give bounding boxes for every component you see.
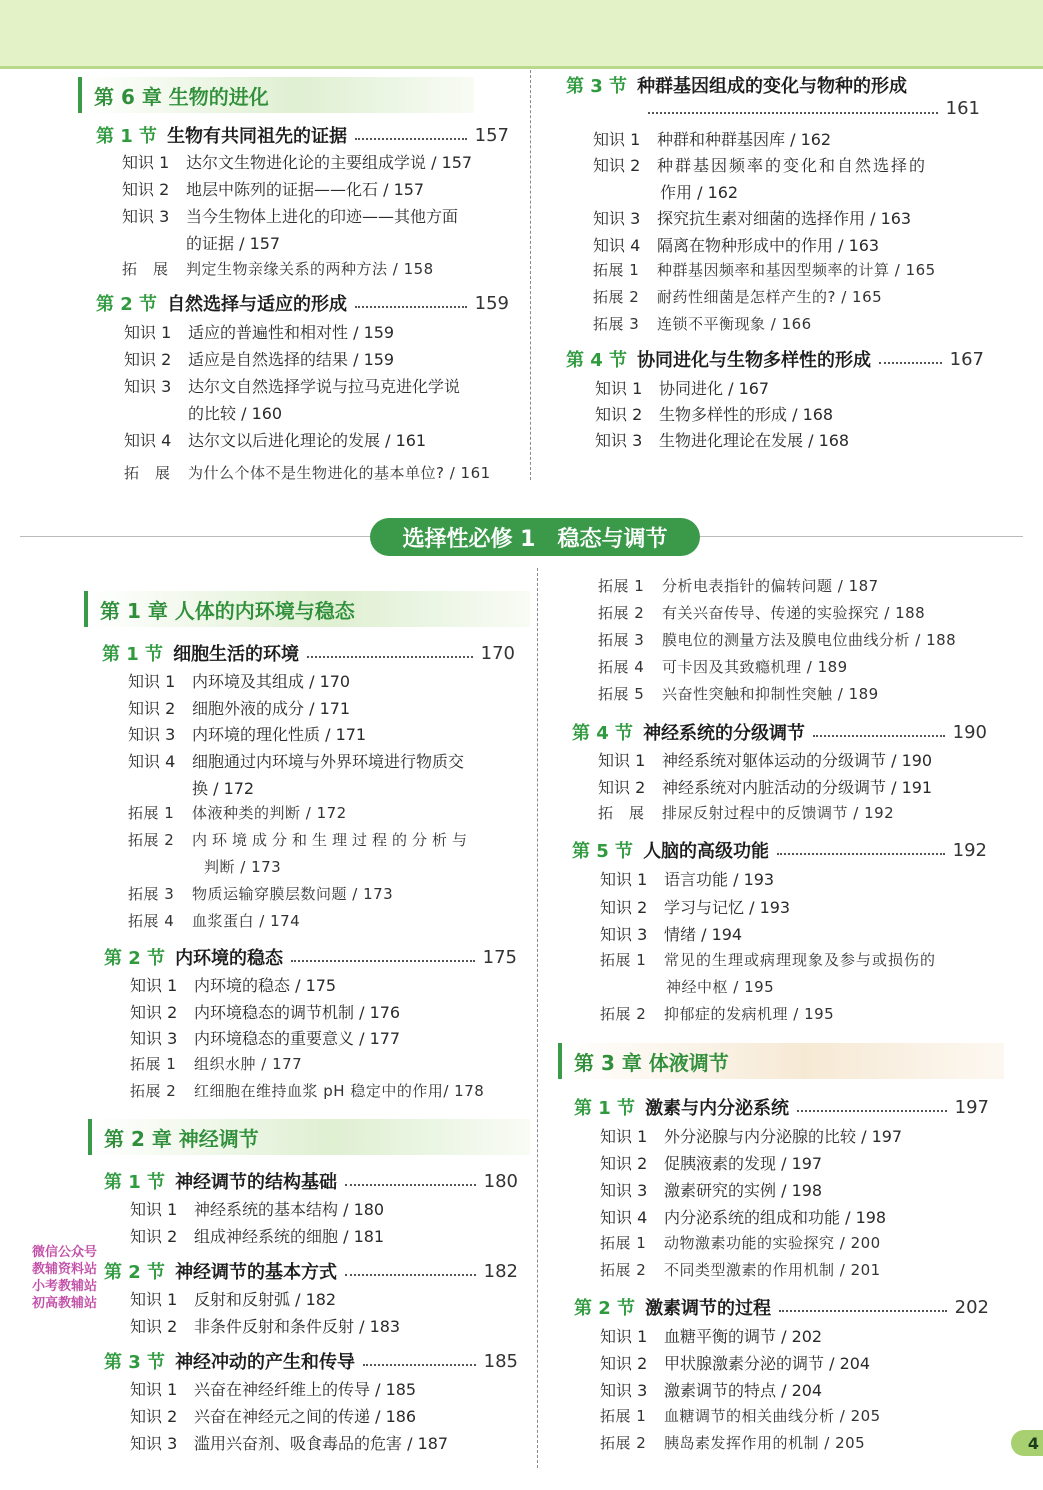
item-key: 拓展 1 <box>600 951 647 969</box>
item-key: 拓展 3 <box>128 885 175 903</box>
leader-dots <box>307 656 473 658</box>
item-text: 耐药性细菌是怎样产生的? / 165 <box>657 288 883 306</box>
item-text: 有关兴奋传导、传递的实验探究 / 188 <box>662 604 926 622</box>
volume-banner: 选择性必修 1 稳态与调节 <box>370 518 700 556</box>
item-key: 拓展 2 <box>128 831 175 849</box>
section-title: 自然选择与适应的形成 <box>167 294 348 315</box>
leader-dots <box>355 138 467 140</box>
item-key: 拓展 2 <box>600 1261 647 1279</box>
item-key: 知识 3 <box>128 725 176 744</box>
item-text: 学习与记忆 / 193 <box>664 898 791 917</box>
item-key: 拓展 3 <box>593 315 640 333</box>
item-text: 可卡因及其致瘾机理 / 189 <box>662 658 848 676</box>
section-number: 第 2 节 <box>104 1262 166 1283</box>
section-title: 人脑的高级功能 <box>643 841 770 862</box>
section-page: 190 <box>952 721 987 743</box>
section-page: 161 <box>945 98 980 119</box>
toc-item[interactable] <box>130 1026 400 1049</box>
toc-item[interactable] <box>600 895 790 918</box>
item-text: 物质运输穿膜层数问题 / 173 <box>192 885 394 903</box>
leader-dots <box>779 1310 947 1312</box>
item-text: 探究抗生素对细菌的选择作用 / 163 <box>657 209 912 228</box>
toc-item[interactable] <box>124 428 426 451</box>
section-page: 192 <box>952 839 987 861</box>
item-key: 知识 2 <box>130 1317 178 1336</box>
section-title: 内环境的稳态 <box>175 948 284 969</box>
toc-item[interactable] <box>128 749 464 772</box>
toc-extension[interactable] <box>128 802 347 823</box>
section-number: 第 3 节 <box>104 1352 166 1373</box>
item-text: 为什么个体不是生物进化的基本单位? / 161 <box>188 464 491 482</box>
item-text: 组织水肿 / 177 <box>194 1055 303 1073</box>
item-text: 地层中陈列的证据——化石 / 157 <box>186 180 425 199</box>
section-heading[interactable] <box>574 1094 989 1120</box>
toc-item-continuation <box>660 180 738 203</box>
item-key: 拓展 2 <box>600 1434 647 1452</box>
item-key: 知识 2 <box>128 699 176 718</box>
section-page: 185 <box>483 1350 518 1372</box>
item-key: 拓展 2 <box>130 1082 177 1100</box>
item-text: 种群和种群基因库 / 162 <box>657 130 832 149</box>
item-text: 适应的普遍性和相对性 / 159 <box>188 323 395 342</box>
section-heading-leader <box>640 98 980 119</box>
item-text: 甲状腺激素分泌的调节 / 204 <box>664 1354 871 1373</box>
toc-item[interactable] <box>122 204 458 227</box>
item-text: 神经系统对内脏活动的分级调节 / 191 <box>662 778 933 797</box>
item-text: 组成神经系统的细胞 / 181 <box>194 1227 385 1246</box>
item-key: 知识 2 <box>124 350 172 369</box>
item-text-2: 的比较 / 160 <box>188 404 283 423</box>
toc-item[interactable] <box>600 1151 822 1174</box>
item-text: 内环境的稳态 / 175 <box>194 976 337 995</box>
item-text-2: 神经中枢 / 195 <box>666 978 775 996</box>
chapter-3-heading: 第 3 章 体液调节 <box>558 1043 1004 1079</box>
section-title: 协同进化与生物多样性的形成 <box>637 350 872 371</box>
toc-extension[interactable] <box>598 575 879 596</box>
toc-item[interactable] <box>130 1404 416 1427</box>
toc-item[interactable] <box>128 696 350 719</box>
section-heading[interactable] <box>104 944 517 970</box>
item-key: 知识 3 <box>600 1181 648 1200</box>
item-text-2: 的证据 / 157 <box>186 234 281 253</box>
item-text: 外分泌腺与内分泌腺的比较 / 197 <box>664 1127 903 1146</box>
item-text: 达尔文生物进化论的主要组成学说 / 157 <box>186 153 473 172</box>
toc-extension[interactable] <box>598 802 894 823</box>
section-heading[interactable] <box>96 122 509 148</box>
toc-extension[interactable] <box>128 829 472 850</box>
top-banner-strip <box>0 0 1043 69</box>
section-title: 细胞生活的环境 <box>173 644 300 665</box>
watermark-line: 教辅资料站 <box>32 1262 98 1277</box>
section-heading[interactable] <box>566 346 984 372</box>
section-page: 182 <box>483 1260 518 1282</box>
toc-item[interactable] <box>128 722 366 745</box>
item-key: 知识 3 <box>122 207 170 226</box>
item-key: 知识 4 <box>124 431 172 450</box>
chapter-6-heading: 第 6 章 生物的进化 <box>78 77 474 113</box>
item-text: 兴奋在神经元之间的传递 / 186 <box>194 1407 417 1426</box>
item-key: 知识 3 <box>595 431 643 450</box>
section-heading[interactable] <box>102 640 515 666</box>
item-text: 适应是自然选择的结果 / 159 <box>188 350 395 369</box>
toc-item[interactable] <box>130 1377 416 1400</box>
section-number: 第 5 节 <box>572 841 634 862</box>
item-key: 拓展 1 <box>598 577 645 595</box>
toc-item-continuation <box>204 856 281 877</box>
item-text: 达尔文自然选择学说与拉马克进化学说 <box>188 377 461 396</box>
toc-extension[interactable] <box>600 1259 881 1280</box>
item-key: 知识 1 <box>128 672 176 691</box>
leader-dots <box>777 853 945 855</box>
leader-dots <box>345 1274 476 1276</box>
toc-item[interactable] <box>122 150 472 173</box>
toc-item[interactable] <box>130 1431 448 1454</box>
item-text: 内分泌系统的组成和功能 / 198 <box>664 1208 887 1227</box>
toc-item[interactable] <box>600 1351 870 1374</box>
item-text: 种群基因频率的变化和自然选择的 <box>657 156 928 175</box>
item-key: 知识 2 <box>600 1154 648 1173</box>
chapter-1-heading: 第 1 章 人体的内环境与稳态 <box>84 591 530 627</box>
toc-item[interactable] <box>598 775 932 798</box>
toc-item[interactable] <box>600 922 742 945</box>
item-text: 红细胞在维持血浆 pH 稳定中的作用/ 178 <box>194 1082 485 1100</box>
toc-extension[interactable] <box>130 1053 302 1074</box>
section-number: 第 2 节 <box>104 948 166 969</box>
toc-item-continuation <box>666 976 774 997</box>
item-key: 知识 1 <box>130 1200 178 1219</box>
toc-item[interactable] <box>124 374 460 397</box>
section-title: 神经冲动的产生和传导 <box>175 1352 356 1373</box>
toc-item[interactable] <box>124 320 394 343</box>
toc-item[interactable] <box>593 127 831 150</box>
section-number: 第 2 节 <box>574 1298 636 1319</box>
toc-item[interactable] <box>600 1324 822 1347</box>
section-page: 157 <box>474 124 509 146</box>
watermark-line: 初高教辅站 <box>32 1296 98 1311</box>
toc-extension[interactable] <box>593 259 936 280</box>
item-text: 反射和反射弧 / 182 <box>194 1290 337 1309</box>
leader-dots <box>879 362 942 364</box>
item-key: 知识 1 <box>600 1127 648 1146</box>
item-text: 膜电位的测量方法及膜电位曲线分析 / 188 <box>662 631 957 649</box>
item-text: 内环境成分和生理过程的分析与 <box>192 831 473 849</box>
chapter-2-heading: 第 2 章 神经调节 <box>88 1119 530 1155</box>
item-text: 隔离在物种形成中的作用 / 163 <box>657 236 880 255</box>
section-page: 167 <box>949 348 984 370</box>
section-number: 第 1 节 <box>96 126 158 147</box>
toc-item-continuation <box>186 231 280 254</box>
item-text-2: 判断 / 173 <box>204 858 282 876</box>
item-text: 分析电表指针的偏转问题 / 187 <box>662 577 879 595</box>
toc-item[interactable] <box>600 1124 902 1147</box>
item-key: 知识 1 <box>593 130 641 149</box>
item-text-2: 作用 / 162 <box>660 183 739 202</box>
section-title: 生物有共同祖先的证据 <box>167 126 348 147</box>
column-divider-top <box>530 70 531 480</box>
section-heading[interactable] <box>96 290 509 316</box>
item-text: 细胞外液的成分 / 171 <box>192 699 351 718</box>
item-text: 动物激素功能的实验探究 / 200 <box>664 1234 881 1252</box>
item-key: 拓展 2 <box>600 1005 647 1023</box>
item-key: 知识 3 <box>124 377 172 396</box>
item-key: 拓展 4 <box>598 658 645 676</box>
item-text: 血糖平衡的调节 / 202 <box>664 1327 823 1346</box>
toc-item[interactable] <box>600 1378 822 1401</box>
section-page: 202 <box>954 1296 989 1318</box>
toc-item[interactable] <box>130 1314 400 1337</box>
item-text: 连锁不平衡现象 / 166 <box>657 315 812 333</box>
item-key: 知识 2 <box>130 1003 178 1022</box>
section-page: 180 <box>483 1170 518 1192</box>
toc-item[interactable] <box>593 153 927 176</box>
item-key: 拓 展 <box>598 804 645 822</box>
watermark-text <box>32 1244 118 1312</box>
section-heading[interactable] <box>574 1294 989 1320</box>
section-title: 种群基因组成的变化与物种的形成 <box>637 76 908 97</box>
item-text: 滥用兴奋剂、吸食毒品的危害 / 187 <box>194 1434 449 1453</box>
toc-extension[interactable] <box>598 683 879 704</box>
toc-extension[interactable] <box>600 1232 881 1253</box>
toc-extension[interactable] <box>124 462 491 483</box>
item-text: 兴奋在神经纤维上的传导 / 185 <box>194 1380 417 1399</box>
toc-item[interactable] <box>130 973 336 996</box>
item-key: 拓展 1 <box>128 804 175 822</box>
section-number: 第 4 节 <box>566 350 628 371</box>
toc-extension[interactable] <box>600 1405 881 1426</box>
toc-extension[interactable] <box>128 910 300 931</box>
item-text: 内环境及其组成 / 170 <box>192 672 351 691</box>
section-heading[interactable] <box>104 1348 518 1374</box>
toc-item-continuation <box>192 776 254 799</box>
item-key: 知识 2 <box>598 778 646 797</box>
item-key: 知识 4 <box>128 752 176 771</box>
item-text: 排尿反射过程中的反馈调节 / 192 <box>662 804 895 822</box>
item-key: 知识 2 <box>600 1354 648 1373</box>
item-key: 知识 3 <box>600 925 648 944</box>
item-key: 拓展 1 <box>600 1407 647 1425</box>
item-text: 判定生物亲缘关系的两种方法 / 158 <box>186 260 434 278</box>
item-text: 内环境稳态的调节机制 / 176 <box>194 1003 401 1022</box>
toc-extension[interactable] <box>600 1003 834 1024</box>
item-text: 血糖调节的相关曲线分析 / 205 <box>664 1407 881 1425</box>
toc-extension[interactable] <box>122 258 434 279</box>
toc-extension[interactable] <box>600 1432 865 1453</box>
item-text: 生物多样性的形成 / 168 <box>659 405 834 424</box>
item-text: 达尔文以后进化理论的发展 / 161 <box>188 431 427 450</box>
toc-item[interactable] <box>600 1178 822 1201</box>
watermark-line: 小考教辅站 <box>32 1279 98 1294</box>
leader-dots <box>363 1364 476 1366</box>
item-key: 知识 4 <box>600 1208 648 1227</box>
toc-item[interactable] <box>595 376 769 399</box>
item-text: 体液种类的判断 / 172 <box>192 804 347 822</box>
item-key: 拓展 1 <box>593 261 640 279</box>
item-text: 兴奋性突触和抑制性突触 / 189 <box>662 685 879 703</box>
item-text: 细胞通过内环境与外界环境进行物质交 <box>192 752 465 771</box>
item-key: 知识 2 <box>593 156 641 175</box>
item-text: 内环境的理化性质 / 171 <box>192 725 367 744</box>
toc-extension[interactable] <box>598 629 956 650</box>
toc-extension[interactable] <box>128 883 393 904</box>
leader-dots <box>813 735 945 737</box>
leader-dots <box>345 1184 476 1186</box>
toc-item[interactable] <box>593 206 911 229</box>
toc-item[interactable] <box>130 1287 336 1310</box>
item-key: 知识 3 <box>130 1434 178 1453</box>
section-heading[interactable] <box>566 72 907 98</box>
toc-item[interactable] <box>124 347 394 370</box>
toc-item[interactable] <box>600 867 774 890</box>
section-page: 175 <box>482 946 517 968</box>
section-page: 197 <box>954 1096 989 1118</box>
section-heading[interactable] <box>104 1168 518 1194</box>
item-key: 拓展 2 <box>593 288 640 306</box>
item-key: 知识 3 <box>593 209 641 228</box>
page-number-tab: 4 <box>1011 1430 1043 1456</box>
toc-item[interactable] <box>130 1000 400 1023</box>
toc-item[interactable] <box>598 748 932 771</box>
item-key: 拓 展 <box>122 260 169 278</box>
item-key: 知识 1 <box>600 1327 648 1346</box>
column-divider-bottom <box>537 568 538 1468</box>
section-title: 神经调节的结构基础 <box>175 1172 338 1193</box>
item-text: 抑郁症的发病机理 / 195 <box>664 1005 835 1023</box>
section-heading[interactable] <box>572 719 987 745</box>
item-key: 知识 1 <box>122 153 170 172</box>
toc-extension[interactable] <box>598 656 848 677</box>
section-number: 第 2 节 <box>96 294 158 315</box>
toc-item-continuation <box>188 401 282 424</box>
toc-extension[interactable] <box>600 949 936 970</box>
section-heading[interactable] <box>104 1258 518 1284</box>
item-text: 胰岛素发挥作用的机制 / 205 <box>664 1434 866 1452</box>
item-key: 知识 2 <box>130 1407 178 1426</box>
item-key: 拓展 4 <box>128 912 175 930</box>
item-text: 协同进化 / 167 <box>659 379 770 398</box>
item-text: 常见的生理或病理现象及参与或损伤的 <box>664 951 937 969</box>
section-page: 159 <box>474 292 509 314</box>
item-key: 知识 1 <box>130 976 178 995</box>
item-key: 知识 1 <box>600 870 648 889</box>
item-text: 激素研究的实例 / 198 <box>664 1181 823 1200</box>
item-text: 种群基因频率和基因型频率的计算 / 165 <box>657 261 936 279</box>
item-text: 神经系统的基本结构 / 180 <box>194 1200 385 1219</box>
item-key: 知识 2 <box>122 180 170 199</box>
toc-item[interactable] <box>595 428 849 451</box>
toc-extension[interactable] <box>130 1080 484 1101</box>
section-number: 第 1 节 <box>102 644 164 665</box>
section-number: 第 4 节 <box>572 723 634 744</box>
item-key: 知识 2 <box>595 405 643 424</box>
item-text: 促胰液素的发现 / 197 <box>664 1154 823 1173</box>
item-key: 知识 3 <box>130 1029 178 1048</box>
section-number: 第 1 节 <box>574 1098 636 1119</box>
section-number: 第 1 节 <box>104 1172 166 1193</box>
item-text: 神经系统对躯体运动的分级调节 / 190 <box>662 751 933 770</box>
toc-item[interactable] <box>122 177 424 200</box>
section-number: 第 3 节 <box>566 76 628 97</box>
item-text: 激素调节的特点 / 204 <box>664 1381 823 1400</box>
toc-extension[interactable] <box>593 313 812 334</box>
item-key: 拓展 5 <box>598 685 645 703</box>
item-text: 血浆蛋白 / 174 <box>192 912 301 930</box>
item-text: 语言功能 / 193 <box>664 870 775 889</box>
item-text: 非条件反射和条件反射 / 183 <box>194 1317 401 1336</box>
item-key: 拓展 2 <box>598 604 645 622</box>
toc-extension[interactable] <box>598 602 925 623</box>
toc-item[interactable] <box>128 669 350 692</box>
item-text: 情绪 / 194 <box>664 925 743 944</box>
item-text-2: 换 / 172 <box>192 779 255 798</box>
item-text: 不同类型激素的作用机制 / 201 <box>664 1261 881 1279</box>
toc-item[interactable] <box>593 233 879 256</box>
item-key: 知识 2 <box>130 1227 178 1246</box>
item-key: 知识 2 <box>600 898 648 917</box>
section-heading[interactable] <box>572 837 987 863</box>
section-title: 神经系统的分级调节 <box>643 723 806 744</box>
item-text: 当今生物体上进化的印迹——其他方面 <box>186 207 459 226</box>
item-key: 知识 1 <box>130 1290 178 1309</box>
section-title: 激素与内分泌系统 <box>645 1098 790 1119</box>
toc-item[interactable] <box>595 402 833 425</box>
item-key: 拓展 1 <box>130 1055 177 1073</box>
item-key: 知识 1 <box>124 323 172 342</box>
item-key: 知识 3 <box>600 1381 648 1400</box>
item-key: 知识 1 <box>595 379 643 398</box>
watermark-line: 微信公众号 <box>32 1245 98 1260</box>
toc-item[interactable] <box>130 1197 384 1220</box>
item-key: 知识 1 <box>598 751 646 770</box>
section-title: 激素调节的过程 <box>645 1298 772 1319</box>
toc-item[interactable] <box>130 1224 384 1247</box>
section-page: 170 <box>480 642 515 664</box>
section-title: 神经调节的基本方式 <box>175 1262 338 1283</box>
leader-dots <box>648 112 938 114</box>
item-text: 内环境稳态的重要意义 / 177 <box>194 1029 401 1048</box>
item-key: 知识 1 <box>130 1380 178 1399</box>
item-key: 拓展 1 <box>600 1234 647 1252</box>
leader-dots <box>355 306 467 308</box>
item-text: 生物进化理论在发展 / 168 <box>659 431 850 450</box>
leader-dots <box>797 1110 947 1112</box>
toc-extension[interactable] <box>593 286 882 307</box>
item-key: 知识 4 <box>593 236 641 255</box>
item-key: 拓 展 <box>124 464 171 482</box>
toc-item[interactable] <box>600 1205 886 1228</box>
item-key: 拓展 3 <box>598 631 645 649</box>
leader-dots <box>291 960 475 962</box>
